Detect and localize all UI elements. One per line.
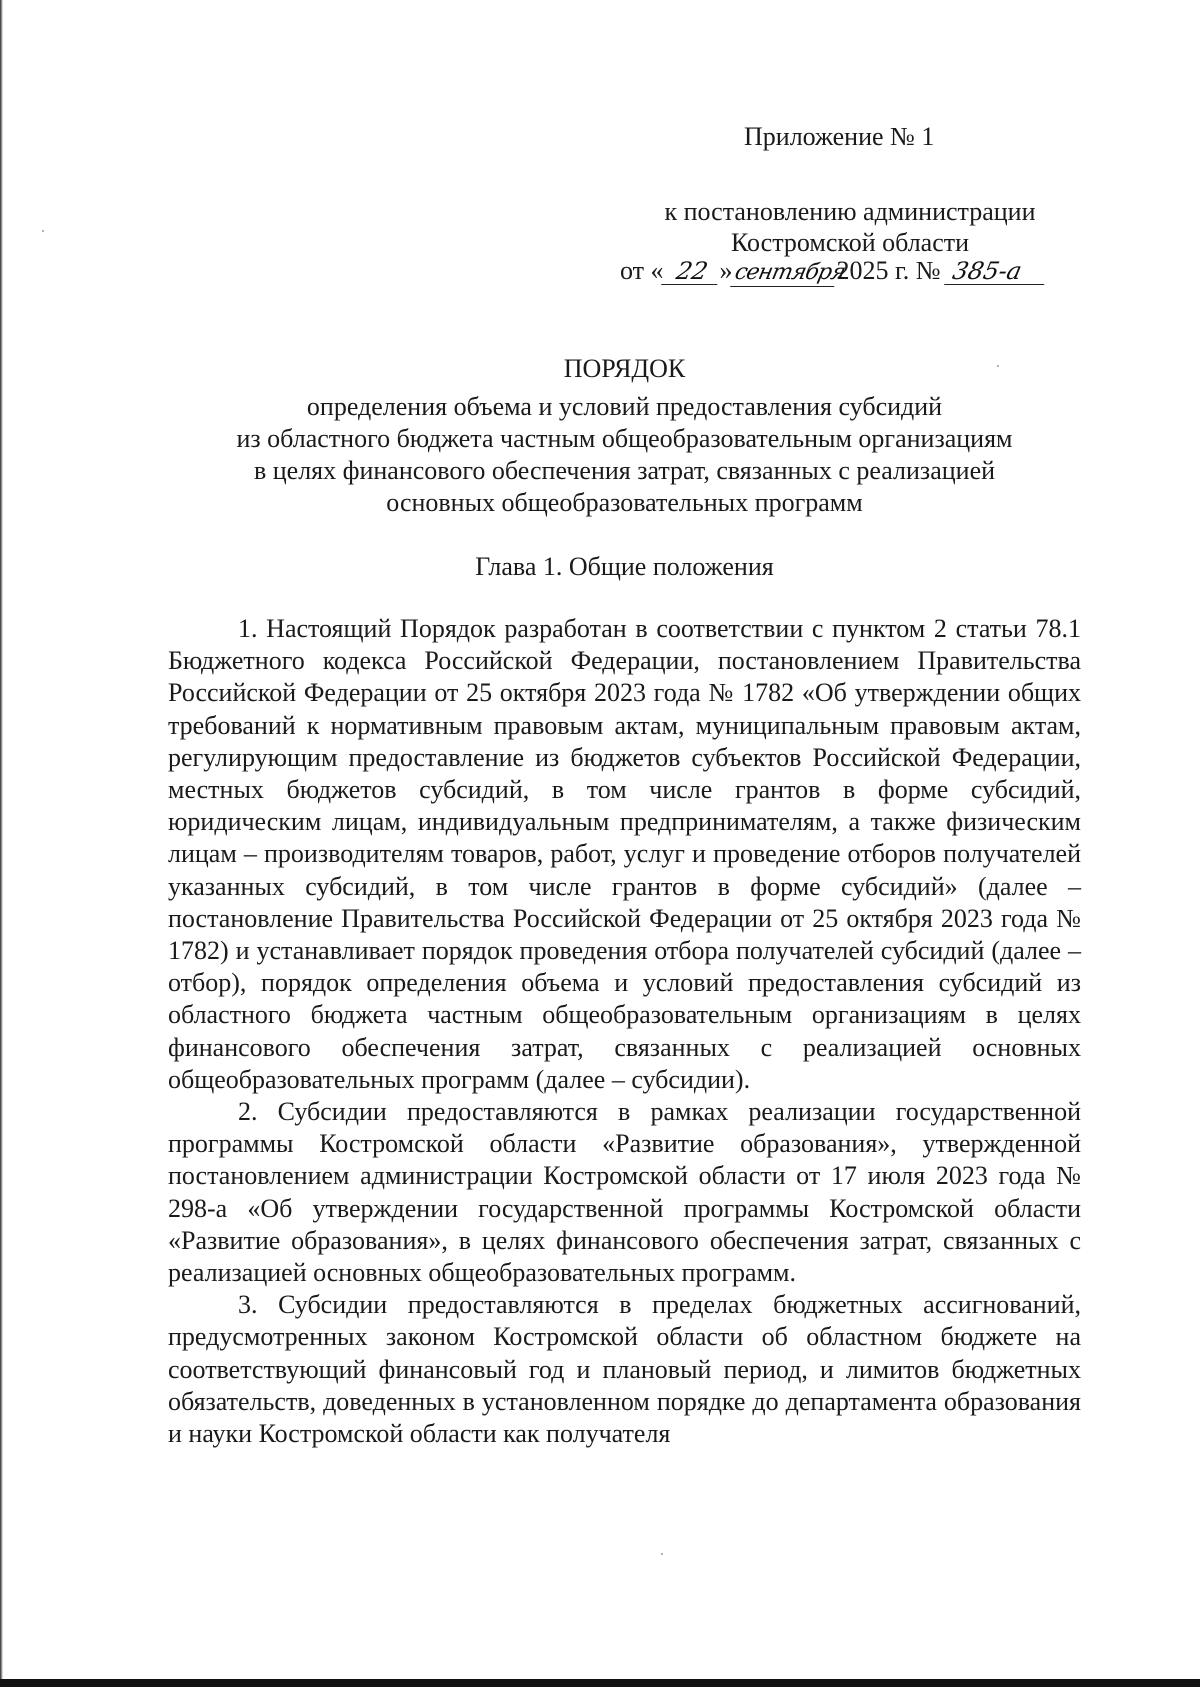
scan-bottom-border: [0, 1679, 1200, 1687]
paragraph-3: 3. Субсидии предоставляются в пределах бюджетных ассигнований, предусмотренных законом Костромской области об областном бюджете на соответствующий финансовый год и плановый период, и лимитов бюджетных обязательств, доведенных в установленном порядке до департамента образования и науки Костромской области как получателя: [168, 1290, 1081, 1449]
handwritten-day: 22: [661, 258, 723, 285]
handwritten-month: сентября: [730, 260, 840, 287]
document-body: [168, 613, 1081, 1450]
document-title-block: [168, 353, 1081, 519]
scan-left-edge: [0, 0, 3, 1697]
reference-line: к постановлению администрации: [664, 197, 1036, 226]
appendix-label: Приложение № 1: [744, 122, 935, 151]
date-prefix: от «: [620, 256, 664, 285]
paragraph-1: 1. Настоящий Порядок разработан в соответствии с пунктом 2 статьи 78.1 Бюджетного кодекса Российской Федерации, постановлением Правительства Российской Федерации от 25 октября 2023 года № 1782 «Об утверждении общих требований к нормативным правовым актам, муниципальным правовым актам, регулирующим предоставление из бюджетов субъектов Российской Федерации, местных бюджетов субсидий, в том числе грантов в форме субсидий, юридическим лицам, индивидуальным предпринимателям, а также физическим лицам – производителям товаров, работ, услуг и проведение отборов получателей указанных субсидий, в том числе грантов в форме субсидий» (далее – постановление Правительства Российской Федерации от 25 октября 2023 года № 1782) и устанавливает порядок проведения отбора получателей субсидий (далее – отбор), порядок определения объема и условий предоставления субсидий из областного бюджета частным общеобразовательным организациям в целях финансового обеспечения затрат, связанных с реализацией основных общеобразовательных программ (далее – субсидии).: [168, 614, 1081, 1094]
chapter-heading: Глава 1. Общие положения: [475, 552, 774, 581]
scan-speck: [661, 1553, 663, 1555]
date-quote-close: »: [719, 256, 733, 285]
document-subtitle-line: из областного бюджета частным общеобразовательным организациям: [236, 424, 1013, 453]
scan-bottom-margin: [0, 1687, 1200, 1697]
document-subtitle-line: основных общеобразовательных программ: [386, 488, 863, 517]
resolution-reference: [600, 196, 1100, 258]
date-year: 2025 г. №: [836, 256, 948, 285]
handwritten-number: 385-а: [944, 258, 1050, 285]
paragraph-2: 2. Субсидии предоставляются в рамках реализации государственной программы Костромской области «Развитие образования», утвержденной постановлением администрации Костромской области от 17 июля 2023 года № 298-а «Об утверждении государственной программы Костромской области «Развитие образования», в целях финансового обеспечения затрат, связанных с реализацией основных общеобразовательных программ.: [168, 1097, 1081, 1288]
scan-speck: [42, 230, 44, 232]
resolution-date-line: [620, 255, 1160, 287]
document-title: ПОРЯДОК: [563, 354, 686, 383]
document-subtitle-line: определения объема и условий предоставления субсидий: [306, 392, 943, 421]
reference-line: Костромской области: [730, 228, 970, 257]
document-subtitle-line: в целях финансового обеспечения затрат, связанных с реализацией: [253, 456, 996, 485]
